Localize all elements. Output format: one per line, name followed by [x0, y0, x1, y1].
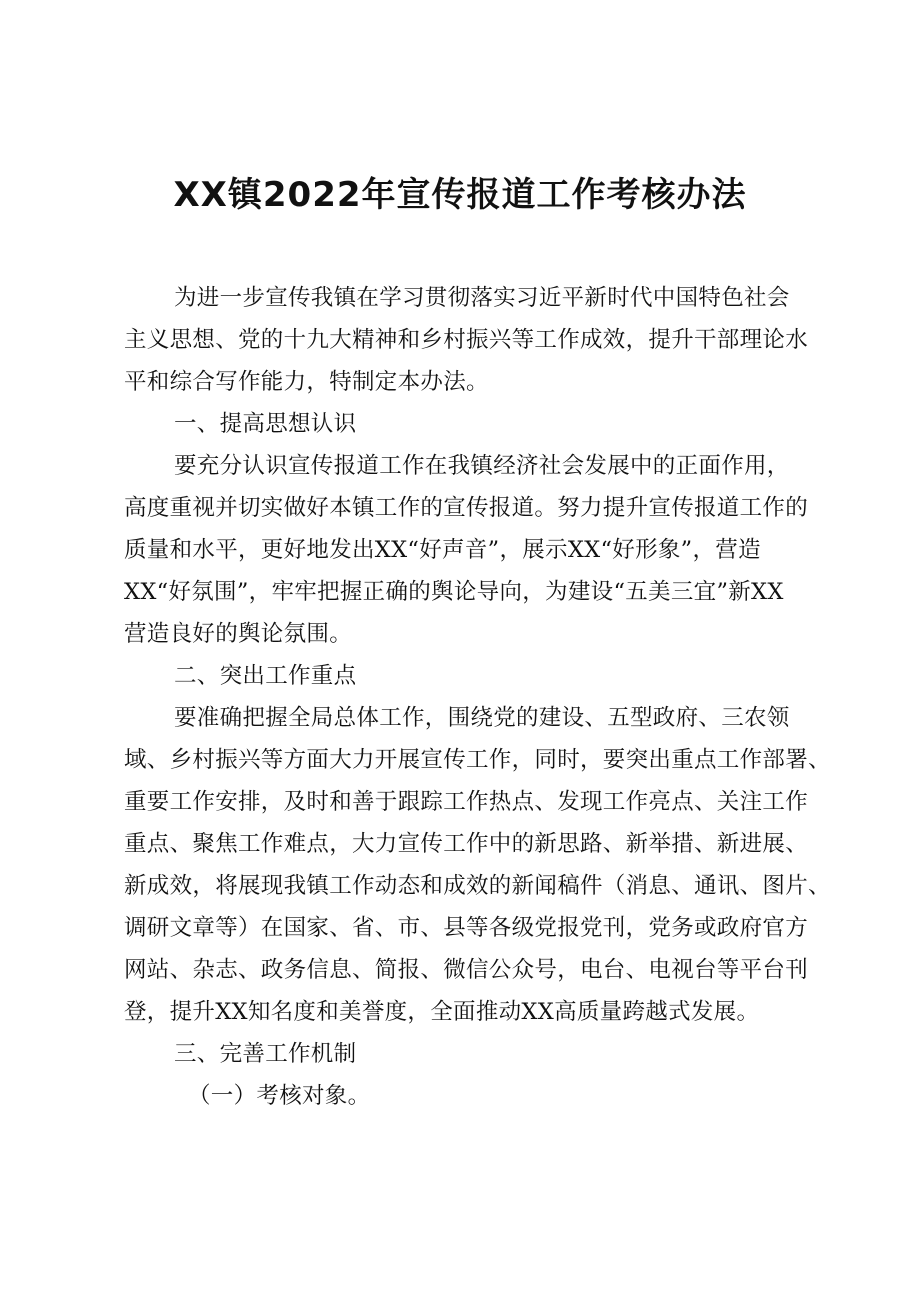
paragraph-section2-line-7: 网站、杂志、政务信息、简报、微信公众号，电台、电视台等平台刊 — [124, 957, 809, 983]
paragraph-section1-line-4: XX“好氛围”，牢牢把握正确的舆论导向，为建设“五美三宜”新XX — [124, 579, 784, 605]
subsection-heading-1: （一）考核对象。 — [188, 1083, 371, 1109]
paragraph-section2-line-4: 重点、聚焦工作难点，大力宣传工作中的新思路、新举措、新进展、 — [124, 831, 809, 857]
paragraph-section1-line-5: 营造良好的舆论氛围。 — [124, 621, 353, 647]
paragraph-section2-line-8: 登，提升XX知名度和美誉度，全面推动XX高质量跨越式发展。 — [124, 999, 760, 1025]
paragraph-section2-line-2: 域、乡村振兴等方面大力开展宣传工作，同时，要突出重点工作部署、 — [124, 747, 831, 773]
paragraph-section2-line-3: 重要工作安排，及时和善于跟踪工作热点、发现工作亮点、关注工作 — [124, 789, 809, 815]
document-title: XX镇2022年宣传报道工作考核办法 — [173, 175, 747, 215]
section-heading-3: 三、完善工作机制 — [174, 1041, 357, 1067]
paragraph-section1-line-3: 质量和水平，更好地发出XX“好声音”，展示XX“好形象”，营造 — [124, 537, 761, 563]
paragraph-intro-line-3: 平和综合写作能力，特制定本办法。 — [124, 369, 489, 395]
paragraph-section2-line-1: 要准确把握全局总体工作，围绕党的建设、五型政府、三农领 — [174, 705, 790, 731]
paragraph-section2-line-6: 调研文章等）在国家、省、市、县等各级党报党刊，党务或政府官方 — [124, 915, 809, 941]
paragraph-section1-line-1: 要充分认识宣传报道工作在我镇经济社会发展中的正面作用， — [174, 453, 790, 479]
paragraph-intro-line-1: 为进一步宣传我镇在学习贯彻落实习近平新时代中国特色社会 — [174, 285, 790, 311]
section-heading-1: 一、提高思想认识 — [174, 411, 357, 437]
paragraph-section2-line-5: 新成效，将展现我镇工作动态和成效的新闻稿件（消息、通讯、图片、 — [124, 873, 831, 899]
paragraph-section1-line-2: 高度重视并切实做好本镇工作的宣传报道。努力提升宣传报道工作的 — [124, 495, 809, 521]
section-heading-2: 二、突出工作重点 — [174, 663, 357, 689]
paragraph-intro-line-2: 主义思想、党的十九大精神和乡村振兴等工作成效，提升干部理论水 — [124, 327, 809, 353]
